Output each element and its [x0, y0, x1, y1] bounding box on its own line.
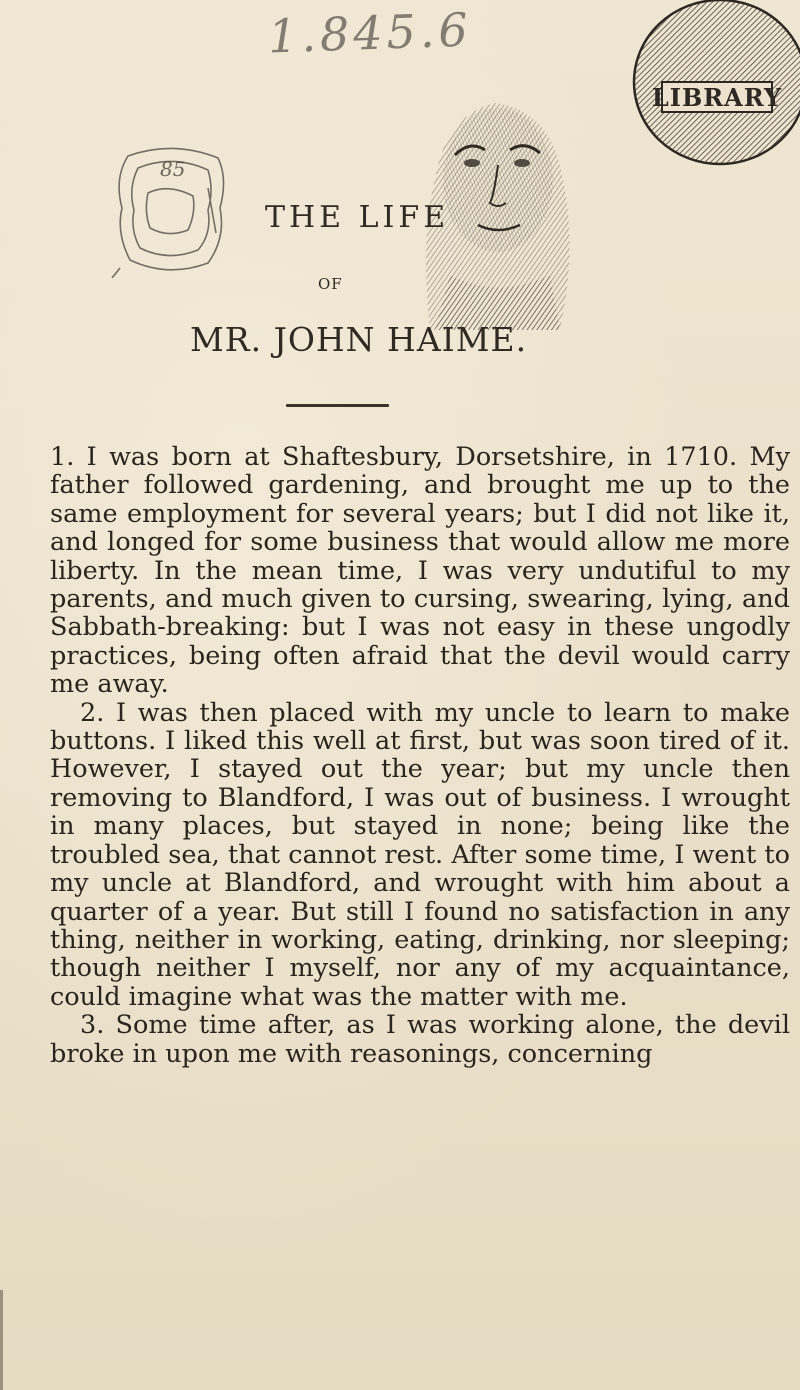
paragraph-3: 3. Some time after, as I was working alone, the devil broke in upon me with reasonings, concerning	[50, 1010, 790, 1069]
title-of: OF	[318, 275, 343, 293]
title-rule	[286, 404, 389, 407]
body-text	[50, 443, 790, 1068]
page-edge-shadow	[0, 1290, 3, 1390]
library-seal-label: LIBRARY	[651, 83, 783, 112]
paragraph-1: 1. I was born at Shaftesbury, Dorsetshire, in 1710. My father followed gardening, and brought me up to the same employment for several years; but I did not like it, and longed for some business that would allow me more liberty. In the mean time, I was very undutiful to my parents, and much given to cursing, swearing, lying, and Sabbath-breaking: but I was not easy in these ungodly practices, being often afraid that the devil would carry me away.	[50, 442, 790, 700]
handwritten-shelfmark: 1.845.6	[267, 2, 473, 64]
library-seal	[612, 0, 800, 180]
title-name: MR. JOHN HAIME.	[190, 320, 528, 359]
title-the-life: THE LIFE	[265, 200, 450, 235]
ownership-stamp	[108, 138, 243, 278]
stamp-number: 85	[160, 157, 186, 181]
paragraph-2: 2. I was then placed with my uncle to learn to make buttons. I liked this well at first, but was soon tired of it. However, I stayed out the year; but my uncle then removing to Blandford, I was out of business. I wrought in many places, but stayed in none; being like the troubled sea, that cannot rest. After some time, I went to my uncle at Blandford, and wrought with him about a quarter of a year. But still I found no satisfaction in any thing, neither in working, eating, drinking, nor sleeping; though neither I myself, nor any of my acquaintance, could imagine what was the matter with me.	[50, 697, 790, 1012]
